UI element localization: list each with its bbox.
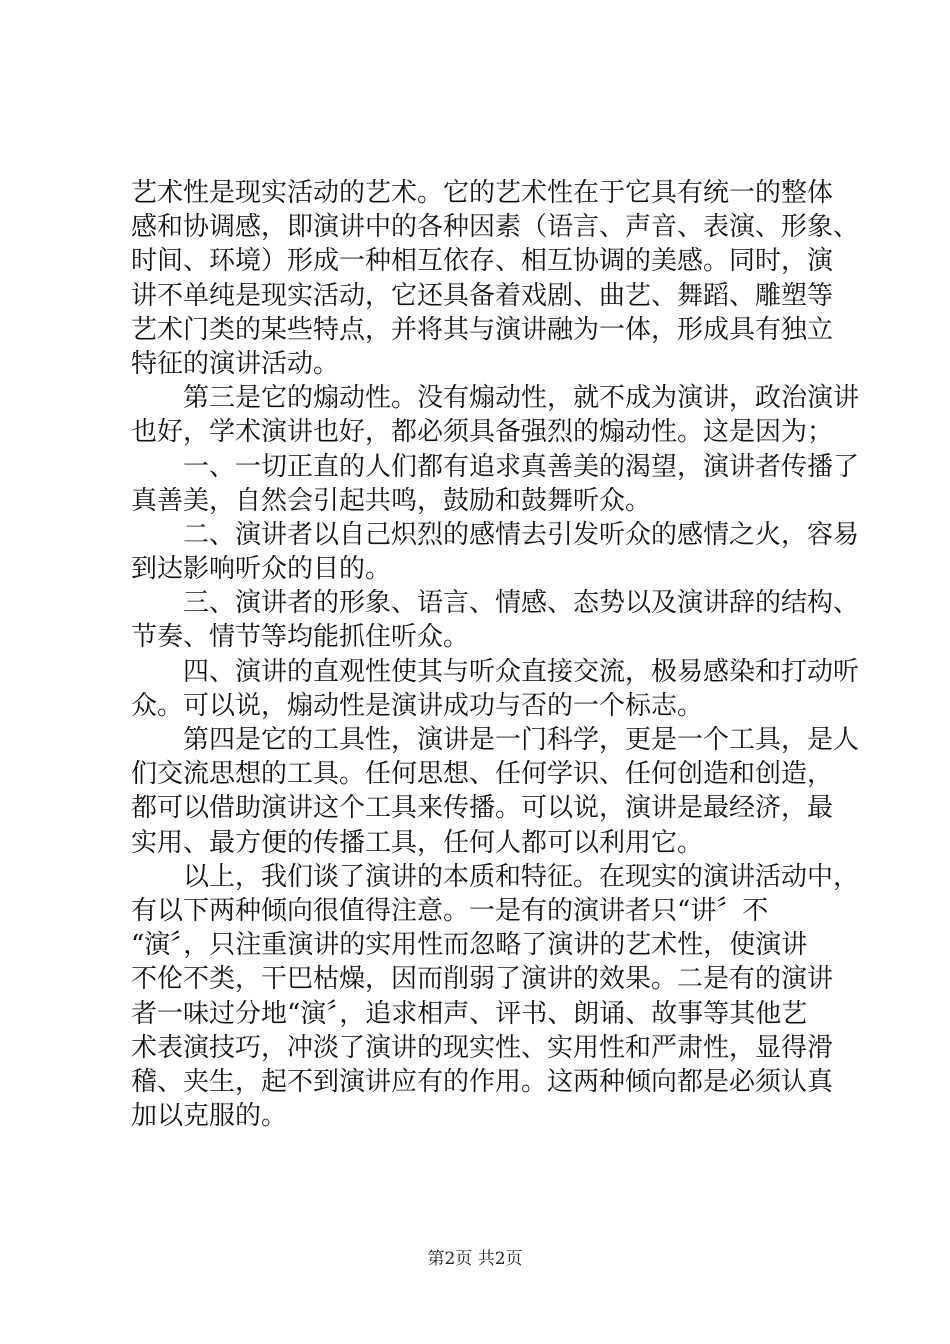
text-line: 一、一切正直的人们都有追求真善美的渴望，演讲者传播了 — [131, 451, 860, 482]
text-line: 者一味过分地“演〞，追求相声、评书、朗诵、故事等其他艺 — [131, 998, 808, 1029]
text-line: 第四是它的工具性，演讲是一门科学，更是一个工具，是人 — [131, 725, 860, 755]
text-line: 稽、夹生，起不到演讲应有的作用。这两种倾向都是必须认真 — [131, 1066, 834, 1097]
page-footer: 第2页 共2页 — [427, 1249, 523, 1269]
text-line: 艺术性是现实活动的艺术。它的艺术性在于它具有统一的整体 — [131, 178, 834, 208]
text-line: 以上，我们谈了演讲的本质和特征。在现实的演讲活动中， — [131, 861, 860, 892]
text-line: 加以克服的。 — [131, 1101, 288, 1132]
text-line: 第三是它的煽动性。没有煽动性，就不成为演讲，政治演讲 — [131, 383, 860, 414]
text-line: 三、演讲者的形象、语言、情感、态势以及演讲辞的结构、 — [131, 588, 860, 619]
text-line: 特征的演讲活动。 — [131, 348, 340, 379]
text-line: 时间、环境）形成一种相互依存、相互协调的美感。同时，演 — [131, 246, 834, 277]
text-line: 艺术门类的某些特点，并将其与演讲融为一体，形成具有独立 — [131, 314, 834, 345]
text-line: 众。可以说，煽动性是演讲成功与否的一个标志。 — [131, 690, 704, 721]
text-line: 术表演技巧，冲淡了演讲的现实性、实用性和严肃性，显得滑 — [131, 1032, 834, 1063]
text-line: 节奏、情节等均能抓住听众。 — [131, 622, 470, 653]
text-line: 不伦不类，干巴枯燥，因而削弱了演讲的效果。二是有的演讲 — [131, 964, 834, 995]
text-line: 感和协调感，即演讲中的各种因素（语言、声音、表演、形象、 — [131, 212, 860, 243]
text-line: 二、演讲者以自己炽烈的感情去引发听众的感情之火，容易 — [131, 519, 860, 550]
text-line: 有以下两种倾向很值得注意。一是有的演讲者只“讲〞不 — [131, 895, 769, 926]
text-line: 讲不单纯是现实活动，它还具备着戏剧、曲艺、舞蹈、雕塑等 — [131, 280, 834, 311]
text-line: 都可以借助演讲这个工具来传播。可以说，演讲是最经济，最 — [131, 793, 834, 824]
text-line: 真善美，自然会引起共鸣，鼓励和鼓舞听众。 — [131, 485, 652, 516]
text-line: 实用、最方便的传播工具，任何人都可以利用它。 — [131, 827, 704, 858]
text-line: 到达影响听众的目的。 — [131, 554, 392, 585]
body-text — [131, 176, 860, 1133]
text-line: 四、演讲的直观性使其与听众直接交流，极易感染和打动听 — [131, 656, 860, 687]
text-line: “演〞，只注重演讲的实用性而忽略了演讲的艺术性，使演讲 — [131, 930, 808, 961]
text-line: 也好，学术演讲也好，都必须具备强烈的煽动性。这是因为； — [131, 417, 834, 448]
text-line: 们交流思想的工具。任何思想、任何学识、任何创造和创造， — [131, 759, 834, 790]
